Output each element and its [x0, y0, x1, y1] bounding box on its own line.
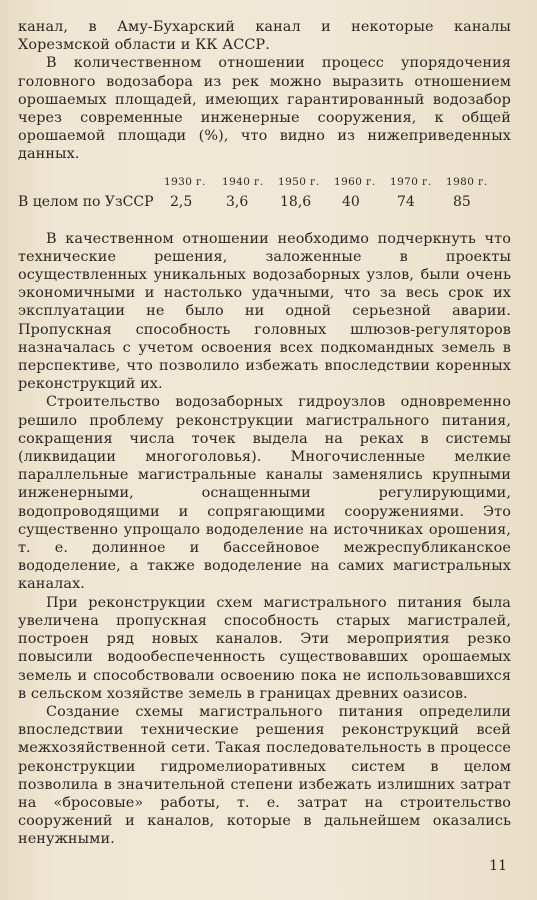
year-cell: 1980 г.: [446, 175, 488, 188]
year-cell: 1940 г.: [222, 175, 264, 188]
year-cell: 1950 г.: [278, 175, 320, 188]
value-cell: 40: [342, 193, 360, 210]
paragraph-3: В качественном отношении необходимо подчеркнуть что технические решения, заложенные в проекты осуществленных уникальных водозаборных узлов, были очень экономичными и настолько удачными, что за весь срок их эксплуатации не было ни одной серьезной аварии. Пропускная способность головных шлюзов-регуляторов назначалась с учетом освоения всех подкомандных земель в перспективе, что позволило избежать впоследствии коренных реконструкций их.: [18, 230, 511, 393]
year-cell: 1970 г.: [390, 175, 432, 188]
year-cell: 1930 г.: [164, 175, 206, 188]
row-label: В целом по УзССР: [18, 193, 154, 210]
paragraph-2: В количественном отношении процесс упорядочения головного водозабора из рек можно выразить отношением орошаемых площадей, имеющих гарантированный водозабор через современные инженерные сооружения, к общей орошаемой площади (%), что видно из нижеприведенных данных.: [18, 55, 511, 163]
value-cell: 18,6: [280, 193, 312, 210]
paragraph-4: Строительство водозаборных гидроузлов одновременно решило проблему реконструкции магистрального питания, сокращения числа точек выдела на реках в системы (ликвидации многоголовья). Многочисленные мелкие параллельные магистральные каналы заменялись крупными инженерными, оснащенными регулирующими, водопроводящими и сопрягающими сооружениями. Это существенно упрощало вододеление на источниках орошения, т. е. долинное и бассейновое межреспубликанское вододеление, а также вододеление на самих магистральных каналах.: [18, 394, 511, 593]
value-cell: 85: [453, 193, 471, 210]
table-row: [18, 194, 511, 212]
irrigation-table: [18, 176, 511, 216]
body-text: [18, 18, 511, 849]
page-number: 11: [489, 858, 507, 874]
value-cell: 3,6: [226, 193, 249, 210]
year-cell: 1960 г.: [334, 175, 376, 188]
value-cell: 74: [397, 193, 415, 210]
paragraph-1: канал, в Аму-Бухарский канал и некоторые каналы Хорезмской области и КК АССР.: [18, 19, 511, 54]
paragraph-6: Создание схемы магистрального питания определили впоследствии технические решения реконструкций всей межхозяйственной сети. Такая последовательность в процессе реконструкции гидромелиоративных систем в целом позволила в значительной степени избежать излишних затрат на «бросовые» работы, т. е. затрат на строительство сооружений и каналов, которые в дальнейшем оказались ненужными.: [18, 703, 511, 848]
paragraph-5: При реконструкции схем магистрального питания была увеличена пропускная способность старых магистралей, построен ряд новых каналов. Эти мероприятия резко повысили водообеспеченность существовавших орошаемых земель и способствовали освоению пока не использовавшихся в сельском хозяйстве земель в границах древних оазисов.: [18, 594, 511, 702]
value-cell: 2,5: [170, 193, 193, 210]
table-header-row: [18, 176, 511, 194]
